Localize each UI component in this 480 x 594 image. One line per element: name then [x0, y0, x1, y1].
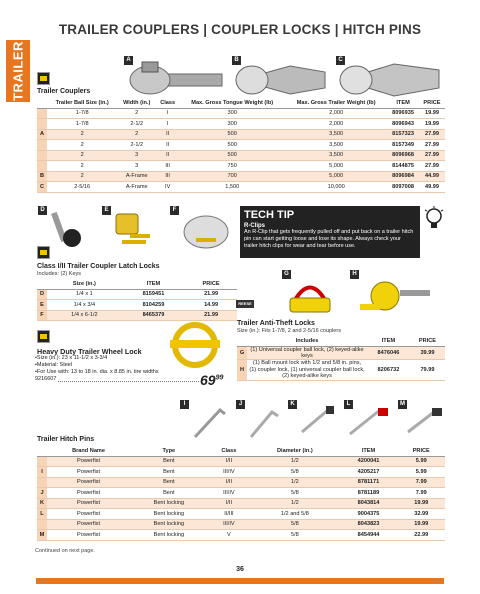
cell-ball: 1-7/8 [47, 119, 117, 130]
col-type: Type [130, 446, 208, 456]
cell-class: II [156, 150, 179, 161]
latch-lock-d-image [48, 208, 88, 253]
table-row [37, 119, 445, 130]
cell-price: 27.99 [419, 150, 445, 161]
table-row [37, 129, 445, 140]
col-item: ITEM [367, 336, 410, 346]
cell-ball: 2 [47, 161, 117, 172]
table-row [37, 467, 445, 478]
cell-class: V [208, 530, 251, 541]
coupler-a-image [122, 58, 232, 98]
coupler-c-image [334, 58, 444, 98]
cell-price: 19.99 [419, 108, 445, 119]
side-tab [6, 40, 30, 102]
cell-item: 8097008 [387, 182, 419, 193]
cell-class: III/IV [208, 467, 251, 478]
pin-letter-i: I [180, 400, 189, 409]
cell-class: II [156, 140, 179, 151]
latch-locks-heading: Class I/II Trailer Coupler Latch Locks [37, 263, 160, 270]
col-class: Class [156, 98, 179, 108]
cell-price: 21.99 [185, 310, 237, 321]
cell-trailer: 5,000 [285, 171, 387, 182]
col-class: Class [208, 446, 251, 456]
col-letter [37, 98, 47, 108]
cell-width: 2-1/2 [117, 119, 156, 130]
cell-item: 8206732 [367, 360, 410, 380]
cell-class: I [156, 108, 179, 119]
cell-class: III [156, 161, 179, 172]
cell-width: A-Frame [117, 171, 156, 182]
cell-item: 8144875 [387, 161, 419, 172]
cell-letter [37, 477, 47, 488]
cell-dia: 5/8 [250, 467, 339, 478]
cell-price: 49.99 [419, 182, 445, 193]
latch-locks-sub: Includes: (2) Keys [37, 271, 82, 277]
cell-class: I/II [208, 477, 251, 488]
anti-theft-table [237, 336, 445, 381]
latch-locks-table [37, 279, 237, 321]
cell-letter: A [37, 129, 47, 140]
col-price: PRICE [185, 279, 237, 289]
latch-lock-f-image [180, 208, 232, 253]
cell-letter: E [37, 300, 47, 311]
cell-width: 2 [117, 129, 156, 140]
table-row [37, 108, 445, 119]
reese-badge: REESE [236, 300, 254, 308]
cell-brand: Powerfist [47, 467, 130, 478]
cell-price: 27.99 [419, 161, 445, 172]
table-row [37, 182, 445, 193]
table-row [37, 289, 237, 300]
tech-tip-title: TECH TIP [244, 209, 295, 221]
cell-ball: 2-5/16 [47, 182, 117, 193]
leader-dots [35, 381, 199, 382]
hitch-pin-k-image [298, 402, 338, 442]
wheel-lock-price [200, 372, 223, 388]
cell-price: 19.99 [398, 519, 446, 530]
cell-letter: K [37, 498, 47, 509]
cell-item: 8104259 [122, 300, 185, 311]
couplers-table [37, 98, 445, 193]
table-row [37, 150, 445, 161]
cell-letter: C [37, 182, 47, 193]
cell-price: 5.99 [398, 456, 446, 467]
col-trailer-weight: Max. Gross Trailer Weight (lb) [285, 98, 387, 108]
cell-letter: F [37, 310, 47, 321]
cell-item: 8465379 [122, 310, 185, 321]
cell-price: 79.99 [410, 360, 445, 380]
cell-item: 8096968 [387, 150, 419, 161]
anti-theft-sub: Size (in.): Fits 1-7/8, 2 and 2-5/16 couplers [237, 328, 341, 334]
footer-bar [36, 578, 444, 584]
cell-class: III [156, 171, 179, 182]
table-row [37, 498, 445, 509]
cell-price: 39.99 [410, 346, 445, 360]
tech-tip-body: An R-Clip that gets frequently pulled off and put back on a trailer hitch pin can start getting loose and lose its shape. Always check your trailer hitch clips for wear and tear before use. [244, 229, 414, 249]
cell-dia: 5/8 [250, 530, 339, 541]
cell-width: A-Frame [117, 182, 156, 193]
cell-trailer: 10,000 [285, 182, 387, 193]
cell-type: Bent [130, 488, 208, 499]
anti-theft-h-image [350, 270, 440, 320]
cell-item: 8096943 [387, 119, 419, 130]
latch-letter-f: F [170, 206, 179, 215]
brand-logo-icon [37, 246, 50, 259]
hitch-pin-i-image [190, 402, 230, 442]
table-row [37, 171, 445, 182]
cell-dia: 1/2 [250, 498, 339, 509]
cell-letter: M [37, 530, 47, 541]
cell-ball: 2 [47, 150, 117, 161]
col-width: Width (in.) [117, 98, 156, 108]
cell-item: 4200041 [340, 456, 398, 467]
cell-tongue: 500 [179, 129, 285, 140]
cell-brand: Powerfist [47, 519, 130, 530]
cell-size: 1/4 x 6-1/2 [47, 310, 122, 321]
cell-tongue: 500 [179, 140, 285, 151]
cell-dia: 1/2 [250, 477, 339, 488]
cell-letter [37, 108, 47, 119]
cell-width: 2 [117, 108, 156, 119]
cell-item: 8096935 [387, 108, 419, 119]
table-row [37, 530, 445, 541]
coupler-letter-b: B [232, 56, 241, 65]
cell-item: 8781189 [340, 488, 398, 499]
table-row [37, 509, 445, 520]
wheel-lock-sku: 9216607 [35, 376, 57, 382]
side-tab-label: TRAILER [10, 41, 26, 101]
cell-item: 8159451 [122, 289, 185, 300]
cell-class: III/IV [208, 519, 251, 530]
cell-letter [37, 456, 47, 467]
cell-includes: (1) Ball mount lock with 1/2 and 5/8 in. pins, (1) coupler lock, (1) universal coupler ball lock, (2) keyed-alike keys [247, 360, 367, 380]
coupler-b-image [230, 58, 330, 98]
cell-item: 9004375 [340, 509, 398, 520]
wheel-lock-bullet: •Material: Steel [35, 361, 73, 368]
cell-type: Bent locking [130, 509, 208, 520]
cell-price: 19.99 [398, 498, 446, 509]
wheel-lock-bullets [35, 355, 159, 376]
cell-letter [37, 140, 47, 151]
cell-letter: H [237, 360, 247, 380]
col-price: PRICE [398, 446, 446, 456]
cell-item: 8043823 [340, 519, 398, 530]
col-tongue-weight: Max. Gross Tongue Weight (lb) [179, 98, 285, 108]
hitch-pin-m-image [404, 402, 446, 442]
cell-size: 1/4 x 3/4 [47, 300, 122, 311]
latch-lock-e-image [112, 208, 156, 253]
cell-ball: 2 [47, 171, 117, 182]
cell-letter [37, 161, 47, 172]
table-row [37, 477, 445, 488]
col-letter [237, 336, 247, 346]
cell-trailer: 3,500 [285, 129, 387, 140]
cell-dia: 1/2 and 5/8 [250, 509, 339, 520]
cell-price: 19.99 [419, 119, 445, 130]
col-price: PRICE [410, 336, 445, 346]
cell-price: 7.99 [398, 477, 446, 488]
table-row [37, 488, 445, 499]
col-item: ITEM [122, 279, 185, 289]
col-item: ITEM [387, 98, 419, 108]
cell-class: I/II [208, 456, 251, 467]
cell-dia: 5/8 [250, 519, 339, 530]
cell-price: 21.99 [185, 289, 237, 300]
cell-item: 8476046 [367, 346, 410, 360]
cell-item: 8157323 [387, 129, 419, 140]
col-size: Size (in.) [47, 279, 122, 289]
cell-type: Bent locking [130, 498, 208, 509]
hitch-pin-l-image [346, 402, 392, 442]
cell-tongue: 300 [179, 119, 285, 130]
cell-size: 1/4 x 1 [47, 289, 122, 300]
cell-trailer: 3,500 [285, 150, 387, 161]
latch-letter-d: D [38, 206, 47, 215]
anti-theft-letter-h: H [350, 270, 359, 279]
col-ball-size: Trailer Ball Size (in.) [47, 98, 117, 108]
brand-logo-icon [37, 330, 50, 343]
cell-brand: Powerfist [47, 509, 130, 520]
cell-item: 8157349 [387, 140, 419, 151]
tech-tip-subtitle: R-Clips [244, 223, 265, 229]
anti-theft-letter-g: G [282, 270, 291, 279]
cell-trailer: 5,000 [285, 161, 387, 172]
table-row [37, 140, 445, 151]
cell-includes: (1) Universal coupler ball lock, (2) keyed-alike keys [247, 346, 367, 360]
lightbulb-icon [424, 206, 444, 234]
pin-letter-l: L [344, 400, 353, 409]
cell-price: 27.99 [419, 140, 445, 151]
col-item: ITEM [340, 446, 398, 456]
page-title: TRAILER COUPLERS | COUPLER LOCKS | HITCH PINS [58, 22, 422, 37]
cell-letter: L [37, 509, 47, 520]
cell-class: IV [156, 182, 179, 193]
col-includes: Includes [247, 336, 367, 346]
price-cents: 99 [215, 374, 224, 382]
cell-price: 22.99 [398, 530, 446, 541]
wheel-lock-image [160, 318, 230, 372]
cell-class: II/III [208, 509, 251, 520]
wheel-lock-bullet: •Size (in.): 23 x 11-1/2 x 3-3/4 [35, 355, 108, 361]
cell-ball: 1-7/8 [47, 108, 117, 119]
col-price: PRICE [419, 98, 445, 108]
cell-brand: Powerfist [47, 530, 130, 541]
hitch-pins-table [37, 446, 445, 541]
cell-price: 44.99 [419, 171, 445, 182]
cell-ball: 2 [47, 140, 117, 151]
table-row [237, 360, 445, 380]
cell-tongue: 500 [179, 150, 285, 161]
cell-width: 3 [117, 150, 156, 161]
cell-letter: B [37, 171, 47, 182]
couplers-heading: Trailer Couplers [37, 88, 91, 95]
cell-letter: G [237, 346, 247, 360]
cell-tongue: 300 [179, 108, 285, 119]
cell-tongue: 700 [179, 171, 285, 182]
cell-tongue: 1,500 [179, 182, 285, 193]
table-row [37, 456, 445, 467]
cell-tongue: 750 [179, 161, 285, 172]
latch-letter-e: E [102, 206, 111, 215]
cell-trailer: 2,000 [285, 108, 387, 119]
cell-price: 5.99 [398, 467, 446, 478]
cell-item: 8781171 [340, 477, 398, 488]
wheel-lock-bullet: •For Use with: 13 to 18 in. dia. x 8.85 in. tire widths [35, 368, 159, 375]
col-brand: Brand Name [47, 446, 130, 456]
cell-class: II [156, 129, 179, 140]
cell-type: Bent [130, 477, 208, 488]
couplers-header-row [37, 98, 445, 108]
anti-theft-header-row [237, 336, 445, 346]
cell-brand: Powerfist [47, 456, 130, 467]
col-letter [37, 446, 47, 456]
cell-price: 27.99 [419, 129, 445, 140]
cell-width: 2-1/2 [117, 140, 156, 151]
pin-letter-j: J [236, 400, 245, 409]
hitch-pins-heading: Trailer Hitch Pins [37, 436, 95, 443]
page-number: 36 [236, 566, 244, 573]
hitch-header-row [37, 446, 445, 456]
cell-ball: 2 [47, 129, 117, 140]
table-row [37, 161, 445, 172]
cell-type: Bent [130, 456, 208, 467]
cell-letter [37, 519, 47, 530]
anti-theft-g-image [280, 270, 340, 320]
cell-letter: J [37, 488, 47, 499]
cell-dia: 5/8 [250, 488, 339, 499]
table-row [37, 519, 445, 530]
pin-letter-m: M [400, 401, 405, 407]
anti-theft-heading: Trailer Anti-Theft Locks [237, 320, 315, 327]
col-letter [37, 279, 47, 289]
cell-class: I [156, 119, 179, 130]
cell-dia: 1/2 [250, 456, 339, 467]
latch-header-row [37, 279, 237, 289]
cell-trailer: 2,000 [285, 119, 387, 130]
coupler-letter-c: C [336, 56, 345, 65]
cell-letter [37, 150, 47, 161]
hitch-pin-j-image [246, 402, 282, 442]
cell-item: 8096984 [387, 171, 419, 182]
brand-logo-icon [37, 72, 50, 85]
tech-tip-box [240, 206, 420, 258]
cell-price: 32.99 [398, 509, 446, 520]
table-row [237, 346, 445, 360]
table-row [37, 300, 237, 311]
cell-type: Bent locking [130, 519, 208, 530]
cell-class: I/II [208, 498, 251, 509]
coupler-letter-a: A [124, 56, 133, 65]
cell-item: 4205217 [340, 467, 398, 478]
cell-brand: Powerfist [47, 498, 130, 509]
cell-class: III/IV [208, 488, 251, 499]
wheel-lock-heading: Heavy Duty Trailer Wheel Lock [37, 347, 142, 356]
cell-letter [37, 119, 47, 130]
cell-width: 3 [117, 161, 156, 172]
cell-letter: I [37, 467, 47, 478]
cell-type: Bent [130, 467, 208, 478]
continued-note: Continued on next page. [35, 548, 95, 554]
cell-item: 8043814 [340, 498, 398, 509]
cell-price: 14.99 [185, 300, 237, 311]
cell-brand: Powerfist [47, 477, 130, 488]
col-diameter: Diameter (in.) [250, 446, 339, 456]
cell-trailer: 3,500 [285, 140, 387, 151]
price-dollars: 69 [200, 372, 216, 388]
cell-letter: D [37, 289, 47, 300]
cell-price: 7.99 [398, 488, 446, 499]
cell-item: 8454944 [340, 530, 398, 541]
cell-brand: Powerfist [47, 488, 130, 499]
pin-letter-k: K [288, 400, 297, 409]
cell-type: Bent locking [130, 530, 208, 541]
